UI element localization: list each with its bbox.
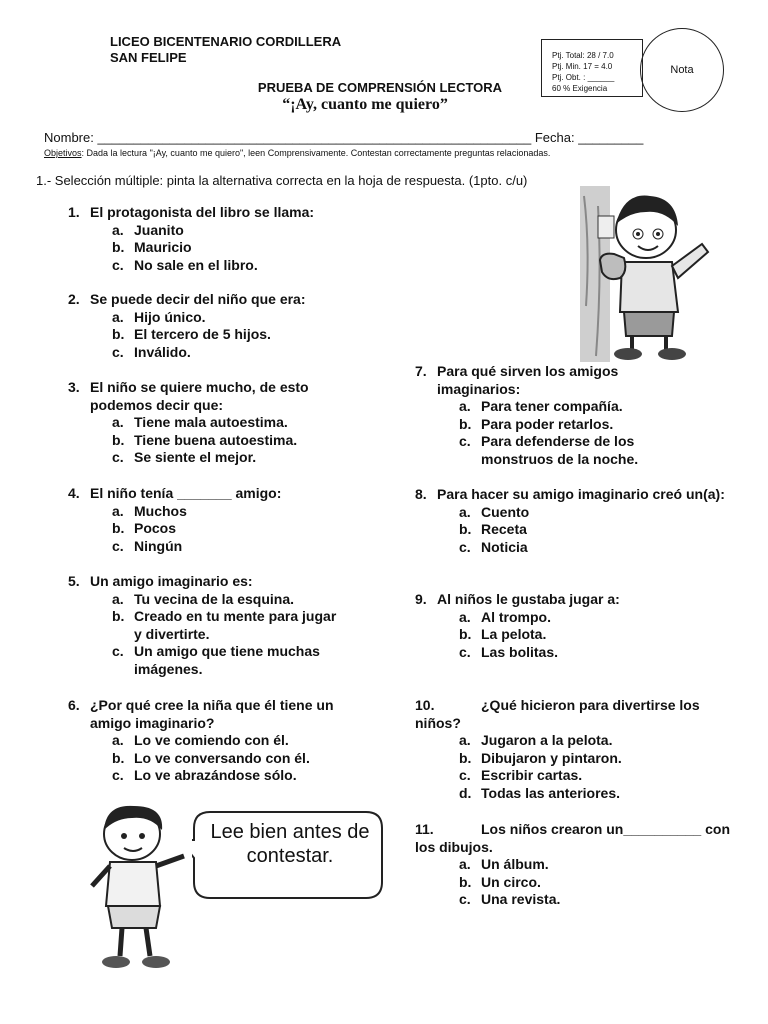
option-c[interactable]: c. Un amigo que tiene muchas imágenes. (112, 643, 320, 677)
option-c[interactable]: c. No sale en el libro. (112, 256, 258, 273)
option-a[interactable]: a. Lo ve comiendo con él. (112, 732, 289, 748)
score-total: Ptj. Total: 28 / 7.0 (552, 51, 614, 60)
question-1 (68, 204, 368, 274)
question-text: El niño se quiere mucho, de esto podemos decir que: (90, 379, 309, 413)
option-b[interactable]: b. Un circo. (459, 873, 541, 890)
boy-shorts (108, 906, 160, 928)
question-5 (68, 573, 368, 678)
question-11 (415, 821, 745, 909)
option-c[interactable]: c. Lo ve abrazándose sólo. (112, 767, 297, 783)
option-a[interactable]: a. Al trompo. (459, 608, 551, 625)
trophy (600, 254, 625, 280)
question-text: Para qué sirven los amigos imaginarios: (437, 363, 619, 397)
objectives-row (44, 148, 550, 158)
question-text: Los niños crearon un__________ con los dibujos. (415, 821, 730, 855)
boy-shirt (106, 862, 160, 906)
question-2 (68, 291, 368, 361)
option-b[interactable]: b. Lo ve conversando con él. (112, 749, 310, 766)
option-b[interactable]: b. Mauricio (112, 239, 192, 255)
option-a[interactable]: a. Muchos (112, 502, 187, 519)
option-c[interactable]: c. Se siente el mejor. (112, 449, 257, 465)
name-date-line[interactable]: Nombre: ____________________________________________________________ Fecha: _________ (44, 130, 644, 145)
option-c[interactable]: c. Escribir cartas. (459, 767, 583, 783)
question-text: ¿Por qué cree la niña que él tiene un amigo imaginario? (90, 697, 334, 731)
question-text: Al niños le gustaba jugar a: (437, 591, 620, 607)
grade-label: Nota (670, 64, 694, 76)
option-b[interactable]: b. La pelota. (459, 626, 547, 642)
school-line-2: SAN FELIPE (110, 50, 187, 65)
option-b[interactable]: b. Pocos (112, 520, 177, 536)
boy-shirt (620, 262, 678, 312)
question-number: 6. (68, 697, 80, 713)
question-text: Un amigo imaginario es: (90, 573, 253, 589)
question-text: Para hacer su amigo imaginario creó un(a): (437, 486, 725, 502)
option-d[interactable]: d. Todas las anteriores. (459, 784, 621, 801)
question-number: 5. (68, 573, 80, 589)
book-title: “¡Ay, cuanto me quiero” (282, 96, 448, 113)
question-6 (68, 697, 368, 785)
score-exigencia: 60 % Exigencia (552, 84, 608, 93)
question-text: El niño tenía _______ amigo: (90, 485, 282, 501)
grade-circle (640, 28, 724, 112)
option-b[interactable]: b. Creado en tu mente para jugar y divertirte. (112, 608, 337, 642)
option-a[interactable]: a. Juanito (112, 221, 184, 238)
score-obtained: Ptj. Obt. : ______ (552, 73, 615, 82)
option-a[interactable]: a. Un álbum. (459, 856, 549, 872)
option-b[interactable]: b. Para poder retarlos. (459, 415, 614, 432)
speech-bubble-text: Lee bien antes de contestar. (210, 821, 370, 867)
question-text: Se puede decir del niño que era: (90, 291, 306, 307)
section-instruction: 1.- Selección múltiple: pinta la alternativa correcta en la hoja de respuesta. (1pto. c/u) (36, 173, 528, 188)
school-line-1: LICEO BICENTENARIO CORDILLERA (110, 34, 342, 49)
question-number: 4. (68, 485, 80, 501)
question-number: 11. (415, 821, 434, 837)
question-7 (415, 363, 745, 468)
objectives-text: : Dada la lectura "¡Ay, cuanto me quiero", leen Comprensivamente. Contestan correctamente preguntas relacionadas. (81, 148, 551, 158)
option-c[interactable]: c. Ningún (112, 537, 183, 554)
question-text: El protagonista del libro se llama: (90, 204, 315, 220)
question-9 (415, 591, 745, 661)
option-a[interactable]: a. Tiene mala autoestima. (112, 414, 288, 430)
option-a[interactable]: a. Para tener compañía. (459, 398, 623, 414)
question-10 (415, 697, 745, 802)
option-c[interactable]: c. Inválido. (112, 343, 191, 360)
option-c[interactable]: c. Una revista. (459, 891, 561, 907)
test-title: PRUEBA DE COMPRENSIÓN LECTORA (257, 80, 503, 95)
question-number: 10. (415, 697, 435, 713)
option-b[interactable]: b. Tiene buena autoestima. (112, 431, 298, 448)
boy-shorts (624, 312, 674, 336)
option-c[interactable]: c. Para defenderse de los monstruos de la noche. (459, 433, 639, 467)
question-number: 9. (415, 591, 427, 607)
option-c[interactable]: c. Noticia (459, 538, 528, 555)
option-b[interactable]: b. El tercero de 5 hijos. (112, 326, 271, 342)
score-min: Ptj. Min. 17 = 4.0 (552, 62, 613, 71)
question-number: 1. (68, 204, 80, 220)
option-a[interactable]: a. Jugaron a la pelota. (459, 732, 613, 748)
objectives-label: Objetivos (44, 148, 82, 158)
option-a[interactable]: a. Tu vecina de la esquina. (112, 590, 295, 607)
option-a[interactable]: a. Cuento (459, 503, 530, 520)
question-number: 7. (415, 363, 427, 379)
question-number: 8. (415, 486, 427, 502)
option-c[interactable]: c. Las bolitas. (459, 643, 559, 660)
option-b[interactable]: b. Dibujaron y pintaron. (459, 749, 622, 766)
certificate (598, 216, 614, 238)
option-a[interactable]: a. Hijo único. (112, 308, 206, 325)
question-8 (415, 486, 745, 556)
boy-with-trophy-illustration (580, 186, 726, 362)
option-b[interactable]: b. Receta (459, 521, 527, 537)
question-number: 2. (68, 291, 80, 307)
school-name (110, 34, 341, 66)
question-text: ¿Qué hicieron para divertirse los niños? (415, 697, 700, 731)
question-4 (68, 485, 368, 555)
boy-pointing-illustration (76, 800, 192, 976)
question-3 (68, 379, 368, 467)
question-number: 3. (68, 379, 80, 395)
